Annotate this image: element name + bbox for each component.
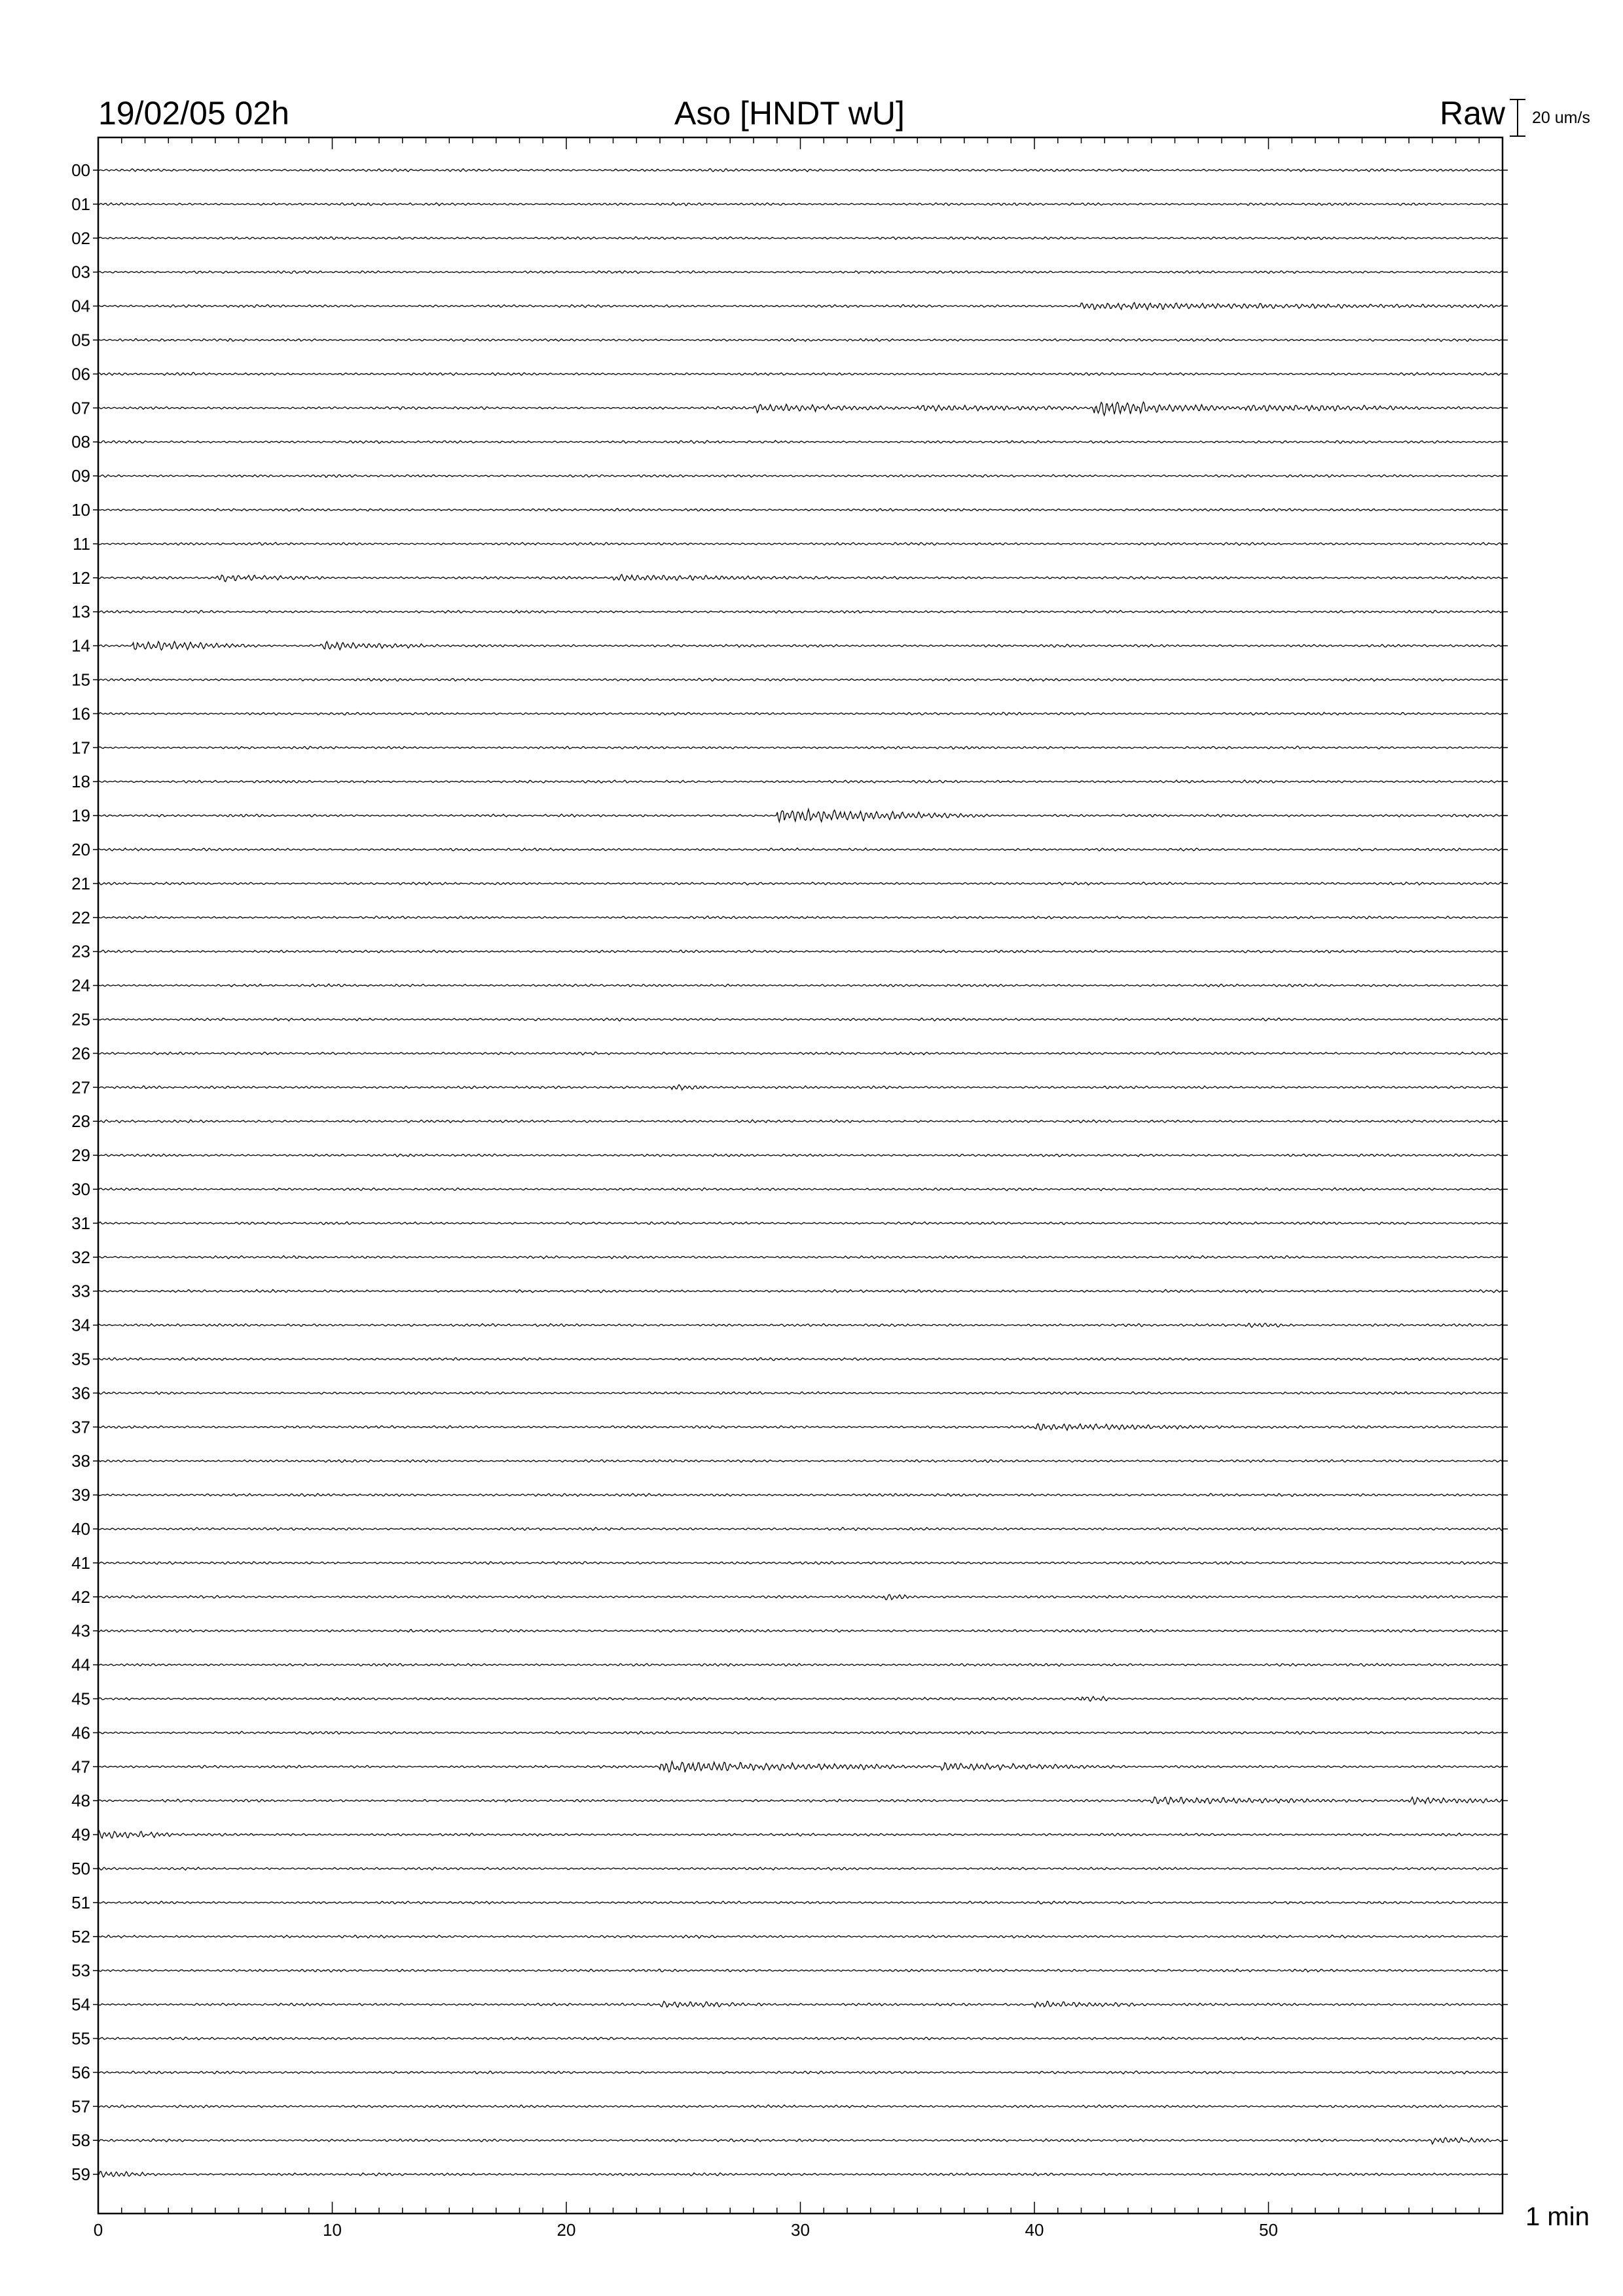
trace-row <box>98 882 1503 886</box>
trace-row <box>98 1494 1503 1497</box>
amplitude-scale <box>1510 99 1590 136</box>
row-label: 17 <box>71 738 90 758</box>
trace-row <box>98 1424 1503 1430</box>
x-tick-label: 30 <box>791 2220 810 2240</box>
x-tick-label: 40 <box>1025 2220 1044 2240</box>
row-label: 53 <box>71 1960 90 1981</box>
trace-row <box>98 1052 1503 1055</box>
row-label: 56 <box>71 2062 90 2083</box>
trace-row <box>98 2001 1503 2007</box>
row-label: 18 <box>71 772 90 792</box>
trace-row <box>98 1460 1503 1462</box>
trace-row <box>98 302 1503 310</box>
trace-row <box>98 575 1503 582</box>
row-label: 43 <box>71 1621 90 1641</box>
trace-row <box>98 916 1503 919</box>
trace-row <box>98 780 1503 783</box>
trace-row <box>98 1528 1503 1531</box>
trace-row <box>98 1562 1503 1564</box>
trace-row <box>98 271 1503 274</box>
trace-row <box>98 1289 1503 1293</box>
row-label: 25 <box>71 1009 90 1030</box>
trace-row <box>98 1120 1503 1122</box>
trace-row <box>98 475 1503 477</box>
date-hour-label: 19/02/05 02h <box>98 95 289 132</box>
row-label: 33 <box>71 1281 90 1301</box>
row-label: 57 <box>71 2096 90 2117</box>
trace-row <box>98 2037 1503 2040</box>
trace-row <box>98 2138 1503 2144</box>
row-label-group <box>71 160 90 2184</box>
row-label: 29 <box>71 1145 90 1166</box>
trace-row <box>98 509 1503 511</box>
trace-row <box>98 984 1503 987</box>
row-label: 27 <box>71 1077 90 1098</box>
trace-row <box>98 372 1503 375</box>
trace-row <box>98 1222 1503 1225</box>
trace-row <box>98 746 1503 749</box>
trace-row <box>98 1969 1503 1973</box>
row-label: 52 <box>71 1926 90 1946</box>
trace-row <box>98 678 1503 681</box>
row-label: 46 <box>71 1723 90 1743</box>
row-label: 37 <box>71 1417 90 1437</box>
trace-row <box>98 1391 1503 1394</box>
x-tick-label: 20 <box>556 2220 576 2240</box>
row-label: 32 <box>71 1247 90 1267</box>
row-label: 44 <box>71 1655 90 1675</box>
row-label: 30 <box>71 1179 90 1199</box>
row-label: 21 <box>71 873 90 893</box>
trace-row <box>98 1256 1503 1259</box>
trace-row <box>98 1935 1503 1939</box>
trace-row <box>98 203 1503 206</box>
trace-row <box>98 1323 1503 1327</box>
trace-row <box>98 712 1503 715</box>
row-label: 58 <box>71 2130 90 2151</box>
row-label: 11 <box>73 533 90 554</box>
mode-label: Raw <box>1439 95 1505 132</box>
row-label: 39 <box>71 1485 90 1505</box>
row-label: 14 <box>71 636 90 656</box>
row-label: 04 <box>71 296 90 316</box>
row-label: 19 <box>71 806 90 826</box>
row-label: 13 <box>71 601 90 622</box>
trace-row <box>98 1018 1503 1021</box>
row-label: 45 <box>71 1689 90 1709</box>
row-label: 47 <box>71 1757 90 1777</box>
trace-row <box>98 610 1503 613</box>
row-label: 05 <box>71 330 90 350</box>
row-label: 15 <box>71 670 90 690</box>
trace-row <box>98 2105 1503 2108</box>
row-label: 34 <box>71 1315 90 1335</box>
row-label: 36 <box>71 1383 90 1403</box>
trace-row <box>98 169 1503 172</box>
row-label: 08 <box>71 432 90 452</box>
trace-row <box>98 543 1503 546</box>
trace-row <box>98 641 1503 650</box>
station-title: Aso [HNDT wU] <box>674 95 905 132</box>
trace-row <box>98 440 1503 444</box>
trace-row <box>98 1154 1503 1157</box>
trace-row <box>98 1867 1503 1870</box>
row-label: 50 <box>71 1859 90 1878</box>
row-label: 26 <box>71 1043 90 1064</box>
row-label: 20 <box>71 840 90 859</box>
trace-row <box>98 848 1503 851</box>
scale-bar-label: 20 um/s <box>1532 109 1590 127</box>
row-label: 55 <box>71 2028 90 2049</box>
row-label: 16 <box>71 704 90 724</box>
row-label: 22 <box>71 907 90 927</box>
trace-row <box>98 1663 1503 1666</box>
trace-row <box>98 1831 1503 1838</box>
row-label: 41 <box>71 1552 90 1573</box>
trace-row <box>98 1358 1503 1361</box>
trace-row <box>98 1761 1503 1772</box>
row-label: 54 <box>71 1994 90 2015</box>
row-label: 31 <box>71 1213 90 1233</box>
row-label: 23 <box>71 941 90 961</box>
row-label: 06 <box>71 364 90 384</box>
row-label: 59 <box>71 2164 90 2185</box>
trace-row <box>98 1188 1503 1191</box>
row-label: 42 <box>71 1587 90 1607</box>
row-label: 10 <box>71 500 90 520</box>
trace-row <box>98 1901 1503 1904</box>
x-tick-label: 0 <box>93 2220 103 2240</box>
trace-row <box>98 237 1503 240</box>
row-label: 09 <box>71 466 90 486</box>
row-label: 28 <box>71 1111 90 1132</box>
x-axis-unit-label: 1 min <box>1525 2202 1590 2231</box>
trace-row <box>98 338 1503 341</box>
trace-row <box>98 950 1503 953</box>
row-label: 40 <box>71 1519 90 1539</box>
row-label: 03 <box>71 262 90 282</box>
trace-row <box>98 1085 1503 1090</box>
trace-row <box>98 1731 1503 1734</box>
trace-row <box>98 1594 1503 1600</box>
row-label: 49 <box>71 1825 90 1845</box>
x-axis <box>94 2220 1278 2240</box>
row-label: 24 <box>71 975 90 996</box>
row-label: 00 <box>71 160 90 180</box>
trace-row <box>98 1696 1503 1702</box>
trace-row <box>98 809 1503 822</box>
trace-group <box>98 169 1503 2178</box>
trace-row <box>98 1797 1503 1804</box>
trace-row <box>98 2071 1503 2074</box>
row-label: 07 <box>71 398 90 418</box>
row-label: 12 <box>71 567 90 588</box>
row-label: 48 <box>71 1791 90 1811</box>
row-label: 01 <box>71 194 90 214</box>
trace-row <box>98 402 1503 416</box>
trace-row <box>98 2171 1503 2177</box>
trace-row <box>98 1630 1503 1632</box>
row-label: 35 <box>71 1349 90 1369</box>
x-tick-label: 50 <box>1259 2220 1278 2240</box>
row-label: 38 <box>71 1451 90 1471</box>
row-label: 02 <box>71 228 90 248</box>
row-label: 51 <box>71 1892 90 1912</box>
x-tick-label: 10 <box>323 2220 342 2240</box>
